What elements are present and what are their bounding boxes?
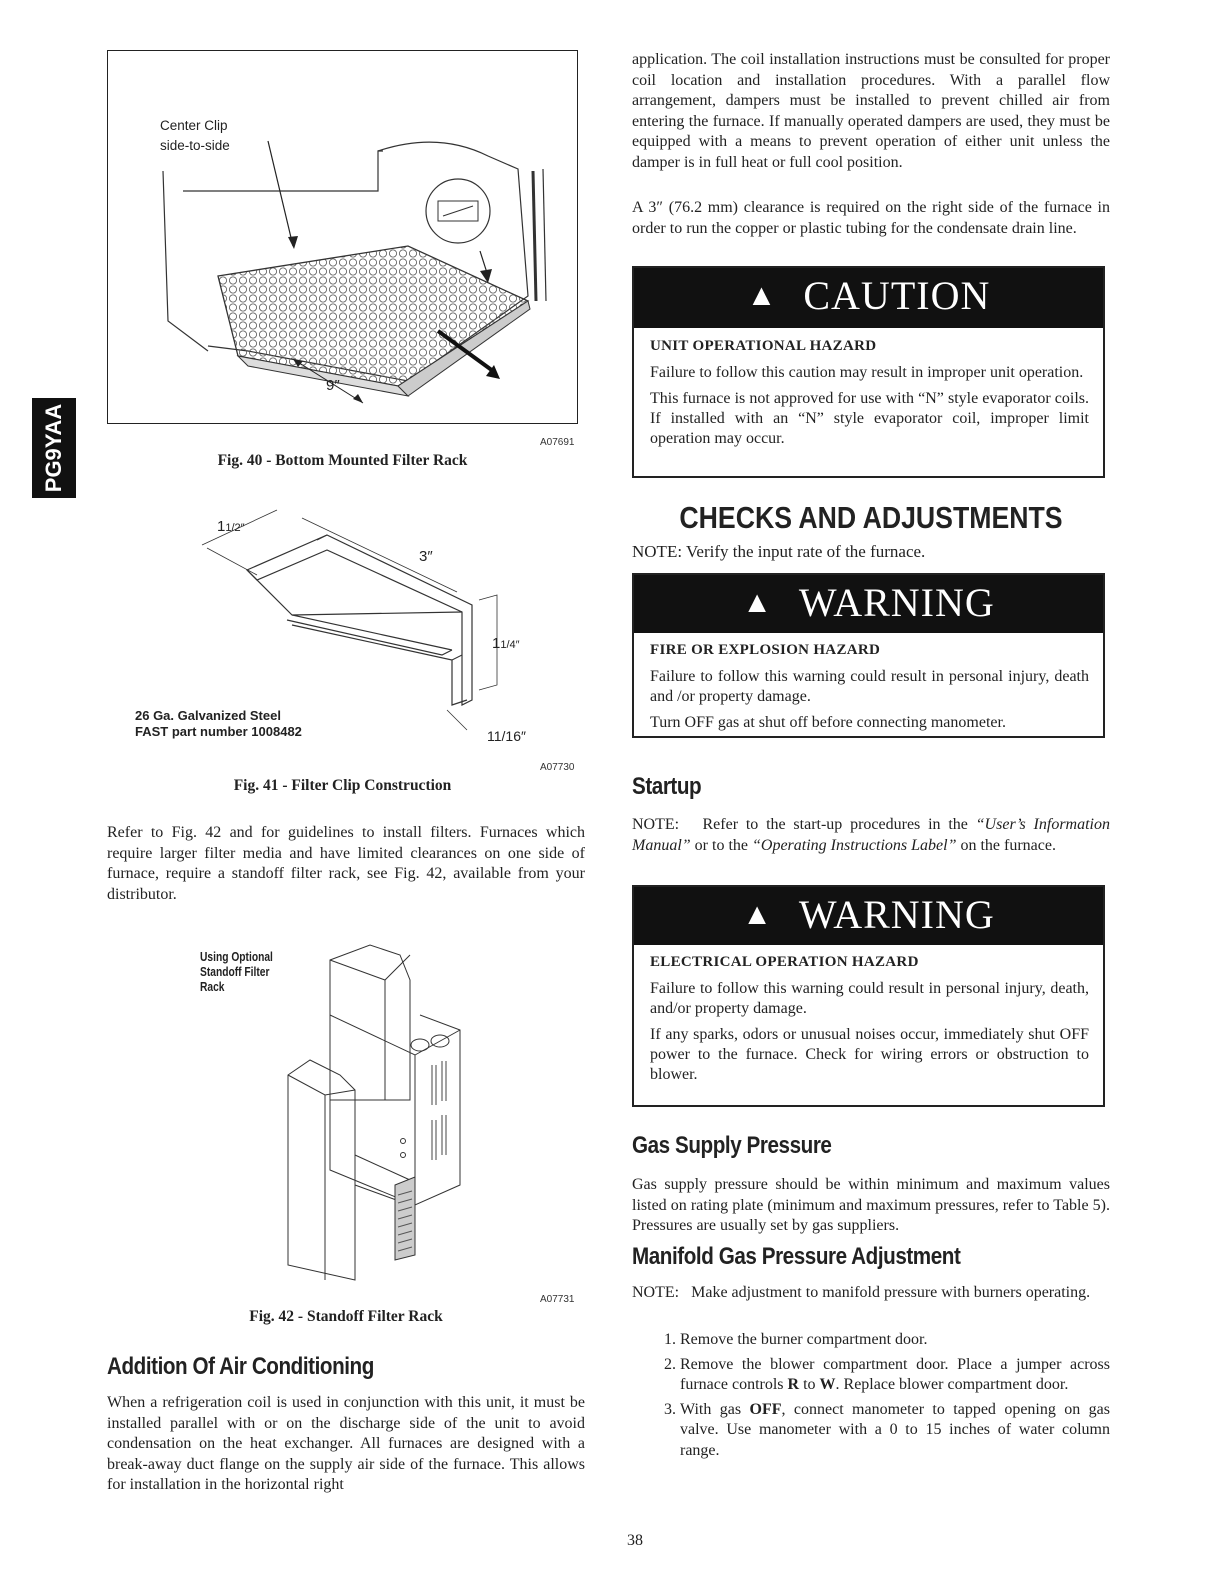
heading-manifold-gas-pressure-adjustment: Manifold Gas Pressure Adjustment bbox=[632, 1243, 961, 1270]
fig41-figure bbox=[107, 500, 578, 750]
caution-title: UNIT OPERATIONAL HAZARD bbox=[650, 338, 877, 354]
fig42-code: A07731 bbox=[540, 1294, 575, 1305]
fig42-label-line1: Using Optional bbox=[200, 950, 273, 964]
fig40-code: A07691 bbox=[540, 437, 575, 448]
startup-note bbox=[632, 815, 1110, 856]
manifold-step-3 bbox=[680, 1400, 1110, 1462]
fig41-dim1-frac: 1/2″ bbox=[225, 522, 245, 534]
manifold-note-label: NOTE: bbox=[632, 1284, 680, 1301]
fig41-material-line1: 26 Ga. Galvanized Steel bbox=[135, 708, 281, 723]
warning-fire-text2: Turn OFF gas at shut off before connecting manometer. bbox=[650, 714, 1006, 731]
startup-note-pre: Refer to the start-up procedures in the bbox=[702, 816, 968, 833]
warning-electrical-title: ELECTRICAL OPERATION HAZARD bbox=[650, 954, 919, 970]
manifold-step-2-to: to bbox=[803, 1376, 816, 1393]
heading-addition-of-air-conditioning: Addition Of Air Conditioning bbox=[107, 1353, 374, 1380]
fig42-caption: Fig. 42 - Standoff Filter Rack bbox=[249, 1308, 443, 1325]
sidebar-tab-label: PG9YAA bbox=[41, 403, 66, 493]
heading-gas-supply-pressure: Gas Supply Pressure bbox=[632, 1132, 832, 1159]
startup-operating-label: “Operating Instructions Label” bbox=[752, 836, 957, 854]
fig40-caption: Fig. 40 - Bottom Mounted Filter Rack bbox=[217, 452, 468, 469]
manifold-step-2 bbox=[680, 1355, 1110, 1396]
manifold-steps bbox=[632, 1330, 1110, 1465]
caution-box bbox=[632, 266, 1105, 478]
startup-note-mid: or to the bbox=[694, 836, 748, 854]
manifold-note-text: Make adjustment to manifold pressure with burners operating. bbox=[691, 1284, 1091, 1301]
fig40-label-line1: Center Clip bbox=[160, 118, 228, 133]
warning-fire-banner-text: WARNING bbox=[798, 580, 995, 625]
checks-note-text: Verify the input rate of the furnace. bbox=[686, 542, 926, 561]
fig41-dim1-whole: 1 bbox=[217, 518, 226, 535]
heading-startup: Startup bbox=[632, 773, 702, 800]
fig41-dim4: 11/16″ bbox=[487, 728, 526, 744]
checks-note-label: NOTE: bbox=[632, 542, 683, 561]
warning-electrical-banner-text: WARNING bbox=[798, 892, 995, 937]
manifold-step-3-text-a: With gas bbox=[680, 1400, 742, 1418]
fig41-caption: Fig. 41 - Filter Clip Construction bbox=[233, 777, 452, 794]
caution-banner-text: CAUTION bbox=[803, 273, 991, 318]
fig41-dim2-frac: 1/4″ bbox=[500, 639, 520, 651]
warning-electrical-banner bbox=[634, 887, 1103, 945]
addition-ac-paragraph: When a refrigeration coil is used in conjunction with this unit, it must be installed parallel with or on the discharge side of the unit to avoid condensation on the heat exchanger. All furnaces are designed with a break-away duct flange on the supply air side of the furnace. This allows for installation in the horizontal right bbox=[107, 1394, 585, 1493]
manifold-step-1 bbox=[680, 1330, 1110, 1351]
heading-checks-and-adjustments: CHECKS AND ADJUSTMENTS bbox=[679, 500, 1063, 535]
fig42-figure bbox=[200, 915, 580, 1295]
fig40-dimension: 9″ bbox=[326, 377, 340, 394]
coil-installation-paragraph: application. The coil installation instructions must be consulted for proper coil location and installation procedures. With a parallel flow arrangement, dampers must be installed to prevent chilled air from entering the furnace. If manually operated dampers are used, they must be equipped with a means to prevent operation of either unit unless the damper is in full heat or full cool position. bbox=[632, 51, 1110, 171]
manifold-note bbox=[632, 1283, 1110, 1304]
filter-guidelines-paragraph: Refer to Fig. 42 and for guidelines to install filters. Furnaces which require larger filter media and have limited clearances on one side of furnace, require a standoff filter rack, see Fig. 42, available from your distributor. bbox=[107, 824, 585, 903]
fig41-code: A07730 bbox=[540, 762, 575, 773]
clearance-paragraph: A 3″ (76.2 mm) clearance is required on the right side of the furnace in order to run the copper or plastic tubing for the condensate drain line. bbox=[632, 199, 1110, 237]
manifold-step-2-R: R bbox=[787, 1376, 800, 1393]
manifold-step-2-W: W bbox=[819, 1376, 836, 1393]
fig41-dim3: 3″ bbox=[419, 548, 433, 565]
warning-fire-text1: Failure to follow this warning could result in personal injury, death and /or property damage. bbox=[650, 668, 1089, 705]
startup-note-post: on the furnace. bbox=[960, 836, 1056, 854]
caution-text1: Failure to follow this caution may result in improper unit operation. bbox=[650, 364, 1084, 381]
manifold-step-2-text-a: Remove the blower compartment door. Place a jumper across furnace controls bbox=[680, 1355, 1110, 1393]
fig41-material-line2: FAST part number 1008482 bbox=[135, 724, 302, 739]
manifold-step-3-off: OFF bbox=[749, 1400, 782, 1418]
caution-text2: This furnace is not approved for use with “N” style evaporator coils. If installed with an “N” style evaporator coil, improper limit operation may occur. bbox=[650, 390, 1089, 447]
warning-electrical-box bbox=[632, 885, 1105, 1107]
fig42-label-line2: Standoff Filter bbox=[200, 965, 270, 979]
startup-note-label: NOTE: bbox=[632, 816, 680, 833]
warning-electrical-text1: Failure to follow this warning could result in personal injury, death, and/or property damage. bbox=[650, 980, 1089, 1017]
startup-users-manual: “User’s Information Manual” bbox=[632, 816, 1110, 854]
caution-triangle-icon: ▲ bbox=[746, 279, 778, 312]
fig42-label-line3: Rack bbox=[200, 980, 225, 994]
fig40-drawing bbox=[108, 51, 576, 422]
warning-fire-box bbox=[632, 573, 1105, 738]
manifold-step-3-text-b: , connect manometer to tapped opening on gas valve. Use manometer with a 0 to 15 inches of water column range. bbox=[680, 1400, 1111, 1459]
fig40-label-line2: side-to-side bbox=[160, 138, 230, 153]
warning-fire-triangle-icon: ▲ bbox=[742, 586, 773, 619]
warning-fire-title: FIRE OR EXPLOSION HAZARD bbox=[650, 642, 881, 658]
warning-electrical-text2: If any sparks, odors or unusual noises occur, immediately shut OFF power to the furnace. Check for wiring errors or obstruction to blower. bbox=[650, 1026, 1089, 1083]
manifold-step-1-text: Remove the burner compartment door. bbox=[680, 1331, 928, 1348]
fig41-dim2-whole: 1 bbox=[492, 635, 501, 652]
page-number: 38 bbox=[627, 1532, 643, 1549]
manifold-step-2-text-b: . Replace blower compartment door. bbox=[835, 1376, 1069, 1393]
fig40-frame bbox=[107, 50, 578, 424]
sidebar-tab bbox=[32, 398, 76, 498]
gas-supply-paragraph: Gas supply pressure should be within minimum and maximum values listed on rating plate (minimum and maximum pressures, refer to Table 5). Pressures are usually set by gas suppliers. bbox=[632, 1176, 1110, 1234]
warning-electrical-triangle-icon: ▲ bbox=[742, 898, 773, 931]
caution-banner bbox=[634, 268, 1103, 328]
warning-fire-banner bbox=[634, 575, 1103, 633]
